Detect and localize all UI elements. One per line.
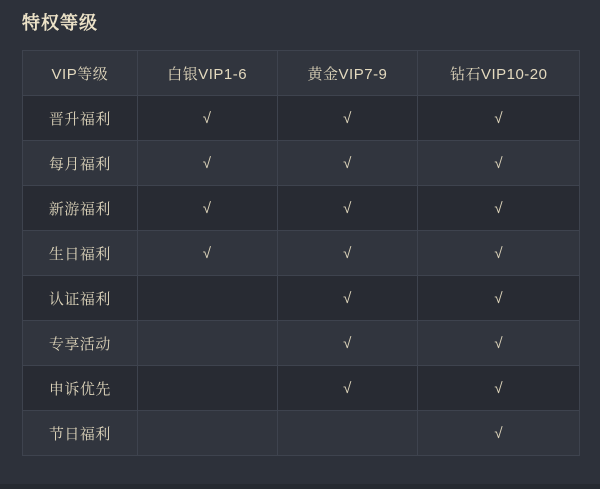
column-header-diamond-vip: 钻石VIP10-20 [418, 51, 580, 96]
table-row [23, 411, 580, 456]
table-row [23, 231, 580, 276]
row-label: 生日福利 [23, 231, 138, 276]
table-row [23, 276, 580, 321]
vip-privilege-table [22, 50, 580, 456]
check-cell: √ [277, 321, 418, 366]
row-label: 每月福利 [23, 141, 138, 186]
check-cell: √ [418, 411, 580, 456]
check-cell: √ [277, 186, 418, 231]
check-cell: √ [277, 276, 418, 321]
check-cell [137, 276, 277, 321]
check-cell: √ [137, 231, 277, 276]
table-row [23, 141, 580, 186]
table-row [23, 366, 580, 411]
page-title: 特权等级 [22, 13, 98, 33]
column-header-silver-vip: 白银VIP1-6 [137, 51, 277, 96]
row-label: 新游福利 [23, 186, 138, 231]
check-cell: √ [418, 231, 580, 276]
row-label: 申诉优先 [23, 366, 138, 411]
column-header-vip-level: VIP等级 [23, 51, 138, 96]
check-cell: √ [137, 186, 277, 231]
table-header-row [23, 51, 580, 96]
check-cell [277, 411, 418, 456]
check-cell: √ [277, 366, 418, 411]
row-label: 晋升福利 [23, 96, 138, 141]
check-cell: √ [418, 186, 580, 231]
check-cell: √ [277, 141, 418, 186]
check-cell: √ [418, 141, 580, 186]
column-header-gold-vip: 黄金VIP7-9 [277, 51, 418, 96]
row-label: 认证福利 [23, 276, 138, 321]
check-cell: √ [418, 96, 580, 141]
check-cell: √ [418, 321, 580, 366]
check-cell: √ [277, 96, 418, 141]
check-cell [137, 321, 277, 366]
table-row [23, 96, 580, 141]
row-label: 专享活动 [23, 321, 138, 366]
row-label: 节日福利 [23, 411, 138, 456]
check-cell [137, 411, 277, 456]
check-cell: √ [418, 366, 580, 411]
table-row [23, 186, 580, 231]
check-cell: √ [137, 96, 277, 141]
check-cell [137, 366, 277, 411]
bottom-strip [0, 484, 600, 489]
check-cell: √ [137, 141, 277, 186]
table-row [23, 321, 580, 366]
check-cell: √ [418, 276, 580, 321]
check-cell: √ [277, 231, 418, 276]
